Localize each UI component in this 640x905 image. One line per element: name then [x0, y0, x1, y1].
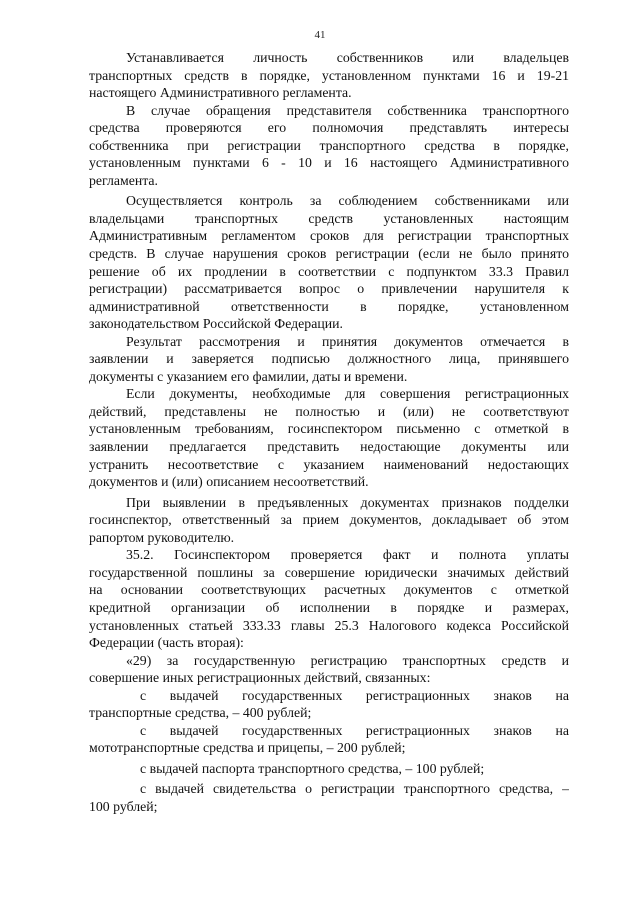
text-line: Устанавливается личность собственников или владельцев [126, 50, 569, 65]
text-line: государственной пошлины за совершение юридически значимых действий [89, 564, 569, 580]
text-line: установленным требованиям, госинспектором письменно с отметкой в [89, 421, 569, 437]
text-line: установленных статьей 333.33 главы 25.3 Налогового кодекса Российской [89, 617, 569, 633]
text-line: Административным регламентом сроков для регистрации транспортных [89, 228, 569, 244]
text-line: 100 рублей; [89, 798, 158, 814]
text-line: регламента. [89, 172, 158, 188]
paragraph-item-29 [89, 652, 569, 687]
text-line: установленным пунктами 6 - 10 и 16 настоящего Административного [89, 155, 569, 171]
document-body [89, 49, 569, 816]
text-line: средств. В случае нарушения сроков регистрации (если не было принято [89, 246, 569, 262]
text-line: «29) за государственную регистрацию транспортных средств и [126, 652, 569, 668]
text-line: рапортом руководителю. [89, 529, 235, 545]
text-line: с выдачей государственных регистрационных знаков на [140, 722, 569, 738]
paragraph-forgery [89, 494, 569, 547]
text-line: госинспектор, ответственный за прием документов, докладывает об этом [89, 512, 569, 528]
text-line: транспортные средства, – 400 рублей; [89, 705, 312, 721]
text-line: законодательством Российской Федерации. [89, 316, 343, 332]
fee-item-plates-vehicles [89, 687, 569, 722]
text-line: собственника при регистрации транспортного средства в порядке, [89, 137, 569, 153]
text-line: В случае обращения представителя собственника транспортного [126, 102, 569, 118]
text-line: документов и (или) описанием несоответствий. [89, 474, 369, 490]
text-line: регистрации) рассматривается вопрос о привлечении нарушителя к [89, 281, 569, 297]
paragraph-35-2 [89, 546, 569, 651]
text-line: транспортных средств в порядке, установленном пунктами 16 и 19-21 [89, 67, 569, 83]
text-line: решение об их продлении в соответствии с подпунктом 33.3 Правил [89, 263, 569, 279]
paragraph-result [89, 333, 569, 386]
text-line: мототранспортные средства и прицепы, – 200 рублей; [89, 740, 406, 756]
text-line: действий, представлены не полностью и (или) не соответствуют [89, 403, 569, 419]
paragraph-deadlines [89, 192, 569, 332]
text-line: с выдачей паспорта транспортного средства, – 100 рублей; [140, 760, 485, 776]
text-line: административной ответственности в порядке, установленном [89, 298, 569, 314]
fee-item-passport [89, 760, 569, 778]
text-line: владельцами транспортных средств установленных настоящим [89, 210, 569, 226]
text-line: кредитной организации об исполнении в порядке и размерах, [89, 599, 569, 615]
text-line: заявлении и заверяется подписью должностного лица, принявшего [89, 351, 569, 367]
text-line: с выдачей государственных регистрационных знаков на [140, 687, 569, 703]
text-line: средства проверяются его полномочия представлять интересы [89, 120, 569, 136]
text-line: При выявлении в предъявленных документах признаков подделки [126, 494, 569, 510]
fee-item-certificate [89, 780, 569, 815]
text-line: Федерации (часть вторая): [89, 635, 244, 651]
text-line: с выдачей свидетельства о регистрации транспортного средства, – [140, 781, 569, 797]
paragraph-representative [89, 102, 569, 190]
text-line: заявлении предлагается представить недостающие документы или [89, 439, 569, 455]
text-line: на основании соответствующих расчетных документов с отметкой [89, 582, 569, 598]
page-number: 41 [314, 29, 326, 41]
text-line: настоящего Административного регламента. [89, 85, 352, 101]
text-line: 35.2. Госинспектором проверяется факт и полнота уплаты [126, 547, 569, 563]
paragraph-identity [89, 49, 569, 102]
text-line: документы с указанием его фамилии, даты и времени. [89, 368, 408, 384]
text-line: Результат рассмотрения и принятия документов отмечается в [126, 333, 569, 349]
paragraph-incomplete-documents [89, 385, 569, 490]
text-line: устранить несоответствие с указанием наименований недостающих [89, 456, 569, 472]
fee-item-plates-motorcycles [89, 722, 569, 757]
text-line: Если документы, необходимые для совершения регистрационных [126, 386, 569, 402]
text-line: совершение иных регистрационных действий, связанных: [89, 670, 431, 686]
text-line: Осуществляется контроль за соблюдением собственниками или [126, 193, 569, 209]
